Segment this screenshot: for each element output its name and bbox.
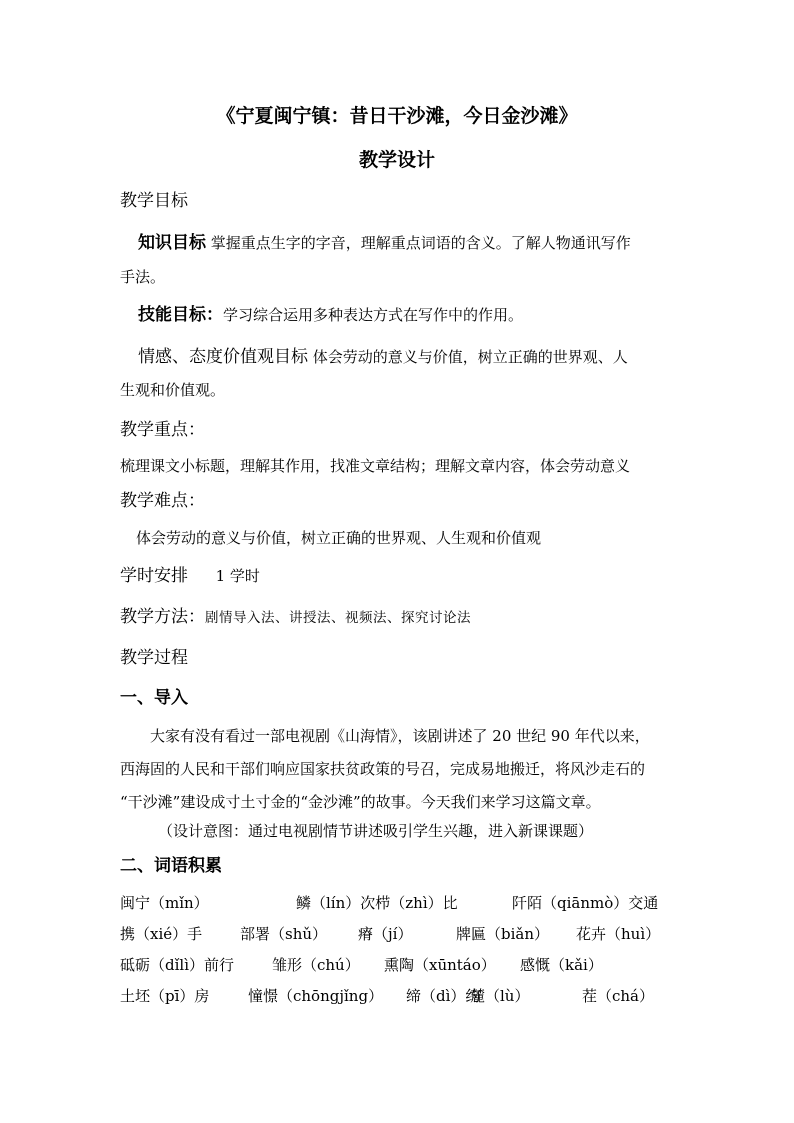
process-heading: 教学过程 (120, 648, 188, 668)
methods-text: 剧情导入法、讲授法、视频法、探究讨论法 (205, 610, 471, 626)
section1-title: 一、导入 (120, 688, 188, 708)
vocab-item: 牌匾（biǎn） (456, 925, 550, 943)
knowledge-goal (138, 233, 631, 253)
vocab-item: 阡陌（qiānmò）交通 (512, 894, 659, 912)
section1-paragraph-line3: “干沙滩”建设成寸土寸金的“金沙滩”的故事。今天我们来学习这篇文章。 (120, 793, 601, 811)
vocab-item: 部署（shǔ） (240, 925, 328, 943)
vocab-item: 携（xié）手 (120, 925, 203, 943)
vocab-item: 雏形（chú） (272, 956, 360, 974)
schedule-label: 学时安排 (120, 566, 188, 586)
key-points-text: 梳理课文小标题，理解其作用，找准文章结构；理解文章内容，体会劳动意义 (120, 457, 631, 475)
vocab-item: 砥砺（dǐlì）前行 (120, 956, 234, 974)
section1-design-note: （设计意图：通过电视剧情节讲述吸引学生兴趣，进入新课课题） (158, 822, 594, 840)
skill-goal (138, 305, 523, 325)
vocab-item: 感慨（kǎi） (520, 956, 603, 974)
attitude-goal (138, 347, 628, 367)
knowledge-text-cont: 手法。 (120, 268, 166, 286)
vocab-item: 瘠（jí） (358, 925, 413, 943)
difficulties-text: 体会劳动的意义与价值，树立正确的世界观、人生观和价值观 (136, 529, 542, 547)
schedule-line (120, 566, 260, 586)
schedule-value: 1 学时 (215, 567, 260, 585)
vocab-item: 憧憬（chōngjǐng） (248, 987, 384, 1005)
knowledge-label: 知识目标 (138, 233, 206, 253)
vocab-item: 闽宁（mǐn） (120, 894, 209, 912)
document-subtitle: 教学设计 (358, 149, 435, 171)
attitude-label: 情感、态度价值观目标 (138, 347, 308, 367)
document-title: 《宁夏闽宁镇：昔日干沙滩，今日金沙滩》 (216, 105, 578, 127)
attitude-text: 体会劳动的意义与价值，树立正确的世界观、人 (312, 348, 628, 366)
vocab-item: 花卉（huì） (576, 925, 661, 943)
knowledge-text: 掌握重点生字的字音，理解重点词语的含义。了解人物通讯写作 (210, 234, 631, 252)
methods-line (120, 607, 471, 628)
difficulties-heading: 教学难点： (120, 491, 205, 511)
vocab-item: 缔（dì）约 (406, 987, 481, 1005)
key-points-heading: 教学重点： (120, 420, 205, 440)
vocab-item: 茬（chá） (582, 987, 655, 1005)
section1-paragraph-line2: 西海固的人民和干部们响应国家扶贫政策的号召，完成易地搬迁，将风沙走石的 (120, 760, 646, 778)
vocab-item: 熏陶（xūntáo） (384, 956, 496, 974)
skill-label: 技能目标： (138, 305, 223, 325)
methods-label: 教学方法： (120, 607, 205, 627)
attitude-text-cont: 生观和价值观。 (120, 381, 226, 399)
vocab-item: 土坯（pī）房 (120, 987, 210, 1005)
goals-heading: 教学目标 (120, 191, 188, 211)
skill-text: 学习综合运用多种表达方式在写作中的作用。 (223, 306, 524, 324)
vocab-item: 麓（lù） (470, 987, 530, 1005)
section2-title: 二、词语积累 (120, 856, 222, 876)
vocab-item: 鳞（lín）次栉（zhì）比 (296, 894, 458, 912)
section1-paragraph-line1: 大家有没有看过一部电视剧《山海情》，该剧讲述了 20 世纪 90 年代以来， (150, 727, 650, 745)
